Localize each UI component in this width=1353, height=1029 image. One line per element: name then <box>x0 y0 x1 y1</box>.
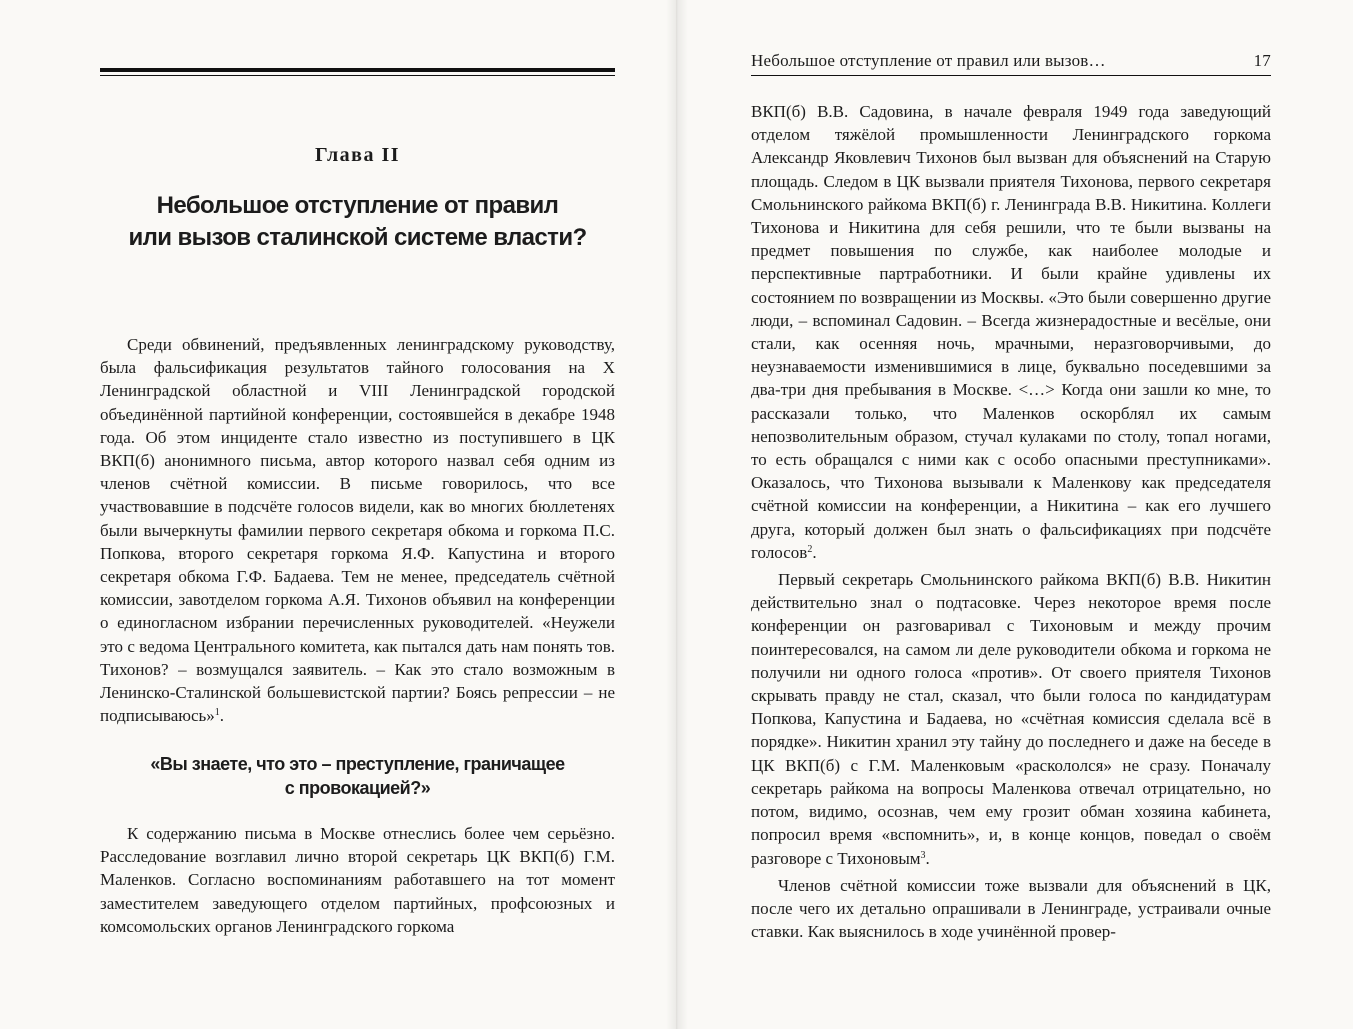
section-heading-line-2: с провокацией?» <box>284 778 431 798</box>
running-head <box>751 51 1271 71</box>
chapter-title-line-2: или вызов сталинской системе власти? <box>128 224 587 251</box>
left-paragraph-1-text: Среди обвинений, предъявленных ленинградскому руководству, была фальсификация результатов тайного голосования на X Ленинградской областной и VIII Ленинградской городской объединённой партийной конференции, состоявшейся в декабре 1948 года. Об этом инциденте стало известно из поступившего в ЦК ВКП(б) анонимного письма, автор которого назвал себя одним из членов счётной комиссии. В письме говорилось, что все участвовавшие в подсчёте голосов видели, как во многих бюллетенях были вычеркнуты фамилии первого секретаря обкома и горкома П.С. Попкова, второго секретаря горкома Я.Ф. Капустина и второго секретаря обкома Г.Ф. Бадаева. Тем не менее, председатель счётной комиссии, завотделом горкома А.Я. Тихонов объявил на конференции о единогласном избрании перечисленных руководителей. «Неужели это с ведома Центрального комитета, как пытался дать нам понять тов. Тихонов? – возмущался заявитель. – Как это стало возможным в Ленинско-Сталинской большевистской партии? Боясь репрессии – не подписываюсь» <box>100 335 615 726</box>
left-paragraph-1: Среди обвинений, предъявленных ленинградскому руководству, была фальсификация результатов тайного голосования на X Ленинградской областной и VIII Ленинградской городской объединённой партийной конференции, состоявшейся в декабре 1948 года. Об этом инциденте стало известно из поступившего в ЦК ВКП(б) анонимного письма, автор которого назвал себя одним из членов счётной комиссии. В письме говорилось, что все участвовавшие в подсчёте голосов видели, как во многих бюллетенях были вычеркнуты фамилии первого секретаря обкома и горкома П.С. Попкова, второго секретаря горкома Я.Ф. Капустина и второго секретаря обкома Г.Ф. Бадаева. Тем не менее, председатель счётной комиссии, завотделом горкома А.Я. Тихонов объявил на конференции о единогласном избрании перечисленных руководителей. «Неужели это с ведома Центрального комитета, как пытался дать нам понять тов. Тихонов? – возмущался заявитель. – Как это стало возможным в Ленинско-Сталинской большевистской партии? Боясь репрессии – не подписываюсь»$^1$. <box>100 335 615 726</box>
left-paragraph-2 <box>100 822 615 938</box>
book-gutter <box>666 0 688 1029</box>
right-paragraph-2-text: Первый секретарь Смольнинского райкома ВКП(б) В.В. Никитин действительно знал о подтасовке. Через некоторое время после конференции он разговаривал с Тихоновым и между прочим поинтересовался, на самом ли деле руководители обкома и горкома не получили ни одного голоса «против». От своего приятеля Тихонов скрывать правду не стал, сказал, что были голоса по кандидатурам Попкова, Капустина и Бадаева, но «счётная комиссия сделала всё в порядке». Никитин хранил эту тайну до последнего и даже на беседе в ЦК ВКП(б) с Г.М. Маленковым «раскололся» не сразу. Поначалу секретарь райкома на вопросы Маленкова отвечал отрицательно, но потом, видимо, осознав, чем ему грозит обман хозяина кабинета, попросил время «вспомнить», и, в конце концов, поведал о своём разговоре с Тихоновым <box>751 570 1271 868</box>
chapter-title-line-1: Небольшое отступление от правил <box>156 192 559 219</box>
chapter-top-rule-thick <box>100 68 615 72</box>
section-heading-line-1: «Вы знаете, что это – преступление, граничащее <box>150 754 565 774</box>
chapter-top-rule-thin <box>100 75 615 76</box>
footnote-ref-2: 2 <box>807 543 813 555</box>
right-paragraph-1: ВКП(б) В.В. Садовина, в начале февраля 1949 года заведующий отделом тяжёлой промышленности Ленинградского горкома Александр Яковлевич Тихонов был вызван для объяснений на Старую площадь. Следом в ЦК вызвали приятеля Тихонова, первого секретаря Смольнинского райкома ВКП(б) г. Ленинграда В.В. Никитина. Коллеги Тихонова и Никитина для себя решили, что те были вызваны на предмет повышения по службе, как наиболее молодые и перспективные партработники. И были крайне удивлены их состоянием по возвращении из Москвы. «Это были совершенно другие люди, – вспоминал Садовин. – Всегда жизнерадостные и весёлые, они стали, как осенняя ночь, мрачными, неразговорчивыми, до неузнаваемости изменившимися в лице, буквально поседевшими за два-три дня пребывания в Москве. <…> Когда они зашли ко мне, то рассказали только, что Маленков оскорблял их самым непозволительным образом, стучал кулаками по столу, топал ногами, то есть обращался с ними как с особо опасными преступниками». Оказалось, что Тихонова вызывали к Маленкову как председателя счётной комиссии на конференции, а Никитина – как его лучшего друга, который должен был знать о фальсификациях при подсчёте голосов$^2$. <box>751 102 1271 562</box>
right-page-text <box>751 100 1271 943</box>
footnote-ref-3: 3 <box>920 849 926 861</box>
running-head-rule <box>751 75 1271 76</box>
right-paragraph-1-text: ВКП(б) В.В. Садовина, в начале февраля 1949 года заведующий отделом тяжёлой промышленности Ленинградского горкома Александр Яковлевич Тихонов был вызван для объяснений на Старую площадь. Следом в ЦК вызвали приятеля Тихонова, первого секретаря Смольнинского райкома ВКП(б) г. Ленинграда В.В. Никитина. Коллеги Тихонова и Никитина для себя решили, что те были вызваны на предмет повышения по службе, как наиболее молодые и перспективные партработники. И были крайне удивлены их состоянием по возвращении из Москвы. «Это были совершенно другие люди, – вспоминал Садовин. – Всегда жизнерадостные и весёлые, они стали, как осенняя ночь, мрачными, неразговорчивыми, до неузнаваемости изменившимися в лице, буквально поседевшими за два-три дня пребывания в Москве. <…> Когда они зашли ко мне, то рассказали только, что Маленков оскорблял их самым непозволительным образом, стучал кулаками по столу, топал ногами, то есть обращался с ними как с особо опасными преступниками». Оказалось, что Тихонова вызывали к Маленкову как председателя счётной комиссии на конференции, а Никитина – как его лучшего друга, который должен был знать о фальсификациях при подсчёте голосов <box>751 102 1271 562</box>
chapter-title <box>100 190 615 254</box>
left-paragraph-2-text: К содержанию письма в Москве отнеслись более чем серьёзно. Расследование возглавил лично второй секретарь ЦК ВКП(б) Г.М. Маленков. Согласно воспоминаниям работавшего на тот момент заместителем заведующего отделом партийных, профсоюзных и комсомольских органов Ленинградского горкома <box>100 824 615 936</box>
footnote-ref-1: 1 <box>214 707 220 719</box>
running-head-title: Небольшое отступление от правил или вызов… <box>751 51 1106 70</box>
page-number: 17 <box>1253 51 1271 70</box>
right-paragraph-3: Членов счётной комиссии тоже вызвали для объяснений в ЦК, после чего их детально опрашивали в Ленинграде, устраивали очные ставки. Как выяснилось в ходе учинённой провер- <box>751 875 1271 942</box>
right-paragraph-2: Первый секретарь Смольнинского райкома ВКП(б) В.В. Никитин действительно знал о подтасовке. Через некоторое время после конференции он разговаривал с Тихоновым и между прочим поинтересовался, на самом ли деле руководители обкома и горкома не получили ни одного голоса «против». От своего приятеля Тихонов скрывать правду не стал, сказал, что были голоса по кандидатурам Попкова, Капустина и Бадаева, но «счётная комиссия сделала всё в порядке». Никитин хранил эту тайну до последнего и даже на беседе в ЦК ВКП(б) с Г.М. Маленковым «раскололся» не сразу. Поначалу секретарь райкома на вопросы Маленкова отвечал отрицательно, но потом, видимо, осознав, чем ему грозит обман хозяина кабинета, попросил время «вспомнить», и, в конце концов, поведал о своём разговоре с Тихоновым$^3$. <box>751 570 1271 868</box>
chapter-label: Глава II <box>314 144 401 166</box>
section-heading <box>100 752 615 800</box>
